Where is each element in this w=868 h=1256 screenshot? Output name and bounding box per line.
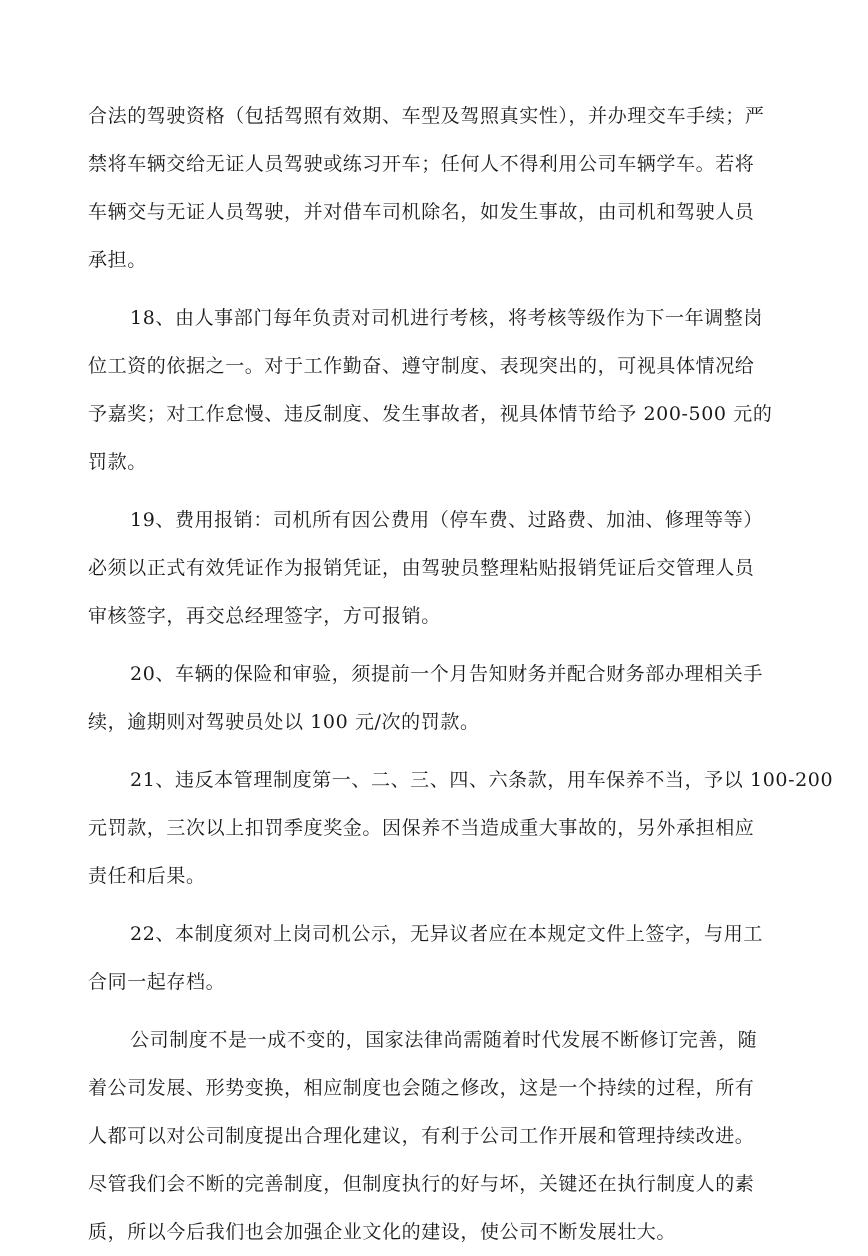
- paragraph-item-20: [88, 650, 812, 746]
- text-line: 人都可以对公司制度提出合理化建议，有利于公司工作开展和管理持续改进。: [88, 1125, 755, 1147]
- paragraph-gap: [88, 486, 812, 496]
- paragraph-closing: [88, 1016, 812, 1256]
- text-line: 18、由人事部门每年负责对司机进行考核，将考核等级作为下一年调整岗: [130, 307, 763, 329]
- paragraph-item-21: [88, 756, 834, 900]
- text-line: 质，所以今后我们也会加强企业文化的建设，使公司不断发展壮大。: [88, 1221, 677, 1243]
- paragraph-gap: [88, 1006, 812, 1016]
- text-line: 罚款。: [88, 451, 147, 473]
- text-line: 着公司发展、形势变换，相应制度也会随之修改，这是一个持续的过程，所有: [88, 1077, 755, 1099]
- paragraph-gap: [88, 746, 812, 756]
- text-line: 承担。: [88, 249, 147, 271]
- text-line: 予嘉奖；对工作怠慢、违反制度、发生事故者，视具体情节给予 200-500 元的: [88, 403, 773, 425]
- text-line: 必须以正式有效凭证作为报销凭证，由驾驶员整理粘贴报销凭证后交管理人员: [88, 557, 755, 579]
- text-line: 公司制度不是一成不变的，国家法律尚需随着时代发展不断修订完善，随: [130, 1029, 758, 1051]
- text-line: 22、本制度须对上岗司机公示，无异议者应在本规定文件上签字，与用工: [130, 923, 763, 945]
- paragraph-item-19: [88, 496, 812, 640]
- paragraph-item-18: [88, 294, 812, 486]
- text-line: 元罚款，三次以上扣罚季度奖金。因保养不当造成重大事故的，另外承担相应: [88, 817, 755, 839]
- text-line: 位工资的依据之一。对于工作勤奋、遵守制度、表现突出的，可视具体情况给: [88, 355, 755, 377]
- text-line: 20、车辆的保险和审验，须提前一个月告知财务并配合财务部办理相关手: [130, 663, 763, 685]
- text-line: 21、违反本管理制度第一、二、三、四、六条款，用车保养不当，予以 100-200: [130, 769, 834, 791]
- text-line: 19、费用报销：司机所有因公费用（停车费、过路费、加油、修理等等）: [130, 509, 763, 531]
- text-line: 合同一起存档。: [88, 971, 226, 993]
- paragraph-gap: [88, 284, 812, 294]
- text-line: 车辆交与无证人员驾驶，并对借车司机除名，如发生事故，由司机和驾驶人员: [88, 201, 755, 223]
- text-line: 责任和后果。: [88, 865, 206, 887]
- paragraph-continuation: [88, 92, 812, 284]
- text-line: 续，逾期则对驾驶员处以 100 元/次的罚款。: [88, 711, 480, 733]
- paragraph-gap: [88, 900, 812, 910]
- text-line: 禁将车辆交给无证人员驾驶或练习开车；任何人不得利用公司车辆学车。若将: [88, 153, 755, 175]
- text-line: 审核签字，再交总经理签字，方可报销。: [88, 605, 441, 627]
- paragraph-item-22: [88, 910, 812, 1006]
- paragraph-gap: [88, 640, 812, 650]
- text-line: 合法的驾驶资格（包括驾照有效期、车型及驾照真实性），并办理交车手续；严: [88, 105, 765, 127]
- text-line: 尽管我们会不断的完善制度，但制度执行的好与坏，关键还在执行制度人的素: [88, 1173, 755, 1195]
